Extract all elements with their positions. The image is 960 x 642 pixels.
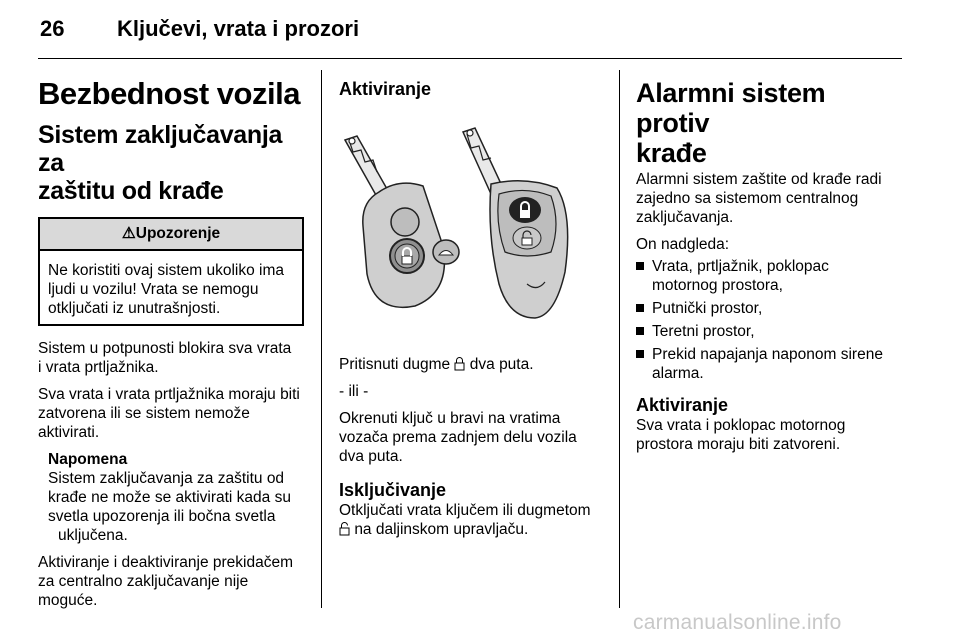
- list-item: [636, 322, 902, 341]
- warning-triangle-icon: ⚠: [121, 225, 136, 242]
- paragraph-2: [38, 385, 306, 442]
- warning-box: [38, 217, 304, 326]
- text-line: aktivirati.: [38, 424, 100, 441]
- column-divider-2: [619, 70, 620, 608]
- chapter-title: Ključevi, vrata i prozori: [117, 16, 360, 41]
- text-line: Okrenuti ključ u bravi na vratima: [339, 410, 561, 427]
- header-rule: [38, 58, 902, 59]
- alarm-intro: [636, 170, 902, 227]
- text-span: dva puta.: [469, 356, 534, 373]
- or-line: - ili -: [339, 383, 369, 400]
- bullet: [636, 304, 644, 312]
- list-item-text: Prekid napajanja naponom sirene: [652, 346, 883, 363]
- list-item-text: Vrata, prtljažnik, poklopac: [652, 258, 829, 275]
- text-line: Aktiviranje i deaktiviranje prekidačem: [38, 554, 294, 571]
- text-line: [339, 355, 603, 374]
- column-divider-1: [321, 70, 322, 608]
- key-fob-left: [363, 183, 459, 307]
- list-item: [636, 345, 902, 383]
- warning-title: Upozorenje: [135, 225, 221, 242]
- warning-line: otključati iz unutrašnjosti.: [48, 300, 221, 317]
- monitored-list: [636, 257, 902, 383]
- bullet: [636, 327, 644, 335]
- text-span: na daljinskom upravljaču.: [354, 521, 529, 538]
- warning-line: ljudi u vozilu! Vrata se nemogu: [48, 281, 259, 298]
- note-title: Napomena: [48, 451, 128, 468]
- list-item-text: Putnički prostor,: [652, 300, 763, 317]
- text-span: Pritisnuti dugme: [339, 356, 451, 373]
- paragraph-1: [38, 339, 306, 377]
- text-line: Sistem zaključavanja za zaštitu od: [48, 470, 285, 487]
- text-line: Sva vrata i vrata prtljažnika moraju biti: [38, 386, 300, 403]
- text-line: svetla upozorenja ili bočna svetla: [48, 508, 276, 525]
- text-line: zatvorena ili se sistem nemože: [38, 405, 250, 422]
- list-item-text: motornog prostora,: [652, 277, 783, 294]
- subsection-title-line-1: Sistem zaključavanja za: [38, 121, 283, 177]
- text-line: zaključavanja.: [636, 209, 734, 226]
- lock-icon: [454, 357, 465, 371]
- key-fob-illustration: [339, 106, 603, 338]
- section-title: Bezbednost vozila: [38, 76, 300, 111]
- subsection-title-line-2: zaštitu od krađe: [38, 177, 224, 205]
- column-3: [636, 70, 902, 454]
- page-number: 26: [40, 16, 65, 41]
- text-line: Alarmni sistem zaštite od krađe radi: [636, 171, 882, 188]
- monitors-label: On nadgleda:: [636, 236, 730, 253]
- list-item: [636, 299, 902, 318]
- text-line: [339, 520, 603, 539]
- note-box: [48, 450, 306, 545]
- warning-line: Ne koristiti ovaj sistem ukoliko ima: [48, 262, 285, 279]
- text-line: prostora moraju biti zatvoreni.: [636, 436, 841, 453]
- alarm-heading-line-2: krađe: [636, 138, 707, 168]
- warning-header: [40, 219, 302, 251]
- list-item-text: Teretni prostor,: [652, 323, 755, 340]
- text-line: uključena.: [58, 527, 128, 544]
- text-line: dva puta.: [339, 448, 403, 465]
- activation-heading: Aktiviranje: [339, 79, 432, 99]
- column-1: [38, 70, 306, 610]
- list-item: [636, 257, 902, 295]
- text-line: za centralno zaključavanje nije: [38, 573, 249, 590]
- deactivation-heading: Isključivanje: [339, 480, 447, 500]
- paragraph-3: [38, 553, 306, 610]
- text-line: vozača prema zadnjem delu vozila: [339, 429, 577, 446]
- key-fob-right: [490, 181, 568, 318]
- text-line: i vrata prtljažnika.: [38, 359, 159, 376]
- watermark: carmanualsonline.info: [633, 611, 842, 634]
- warning-body: [40, 251, 302, 324]
- unlock-icon: [339, 522, 350, 536]
- text-line: moguće.: [38, 592, 98, 609]
- text-line: zajedno sa sistemom centralnog: [636, 190, 859, 207]
- list-item-text: alarma.: [652, 365, 704, 382]
- bullet: [636, 350, 644, 358]
- column-2: [339, 70, 603, 539]
- text-line: Otključati vrata ključem ili dugmetom: [339, 502, 591, 519]
- alarm-activation-heading: Aktiviranje: [636, 395, 729, 415]
- text-line: krađe ne može se aktivirati kada su: [48, 489, 291, 506]
- text-line: Sistem u potpunosti blokira sva vrata: [38, 340, 292, 357]
- alarm-heading-line-1: Alarmni sistem protiv: [636, 78, 826, 138]
- text-line: Sva vrata i poklopac motornog: [636, 417, 846, 434]
- bullet: [636, 262, 644, 270]
- paragraph-key-turn: [339, 409, 603, 466]
